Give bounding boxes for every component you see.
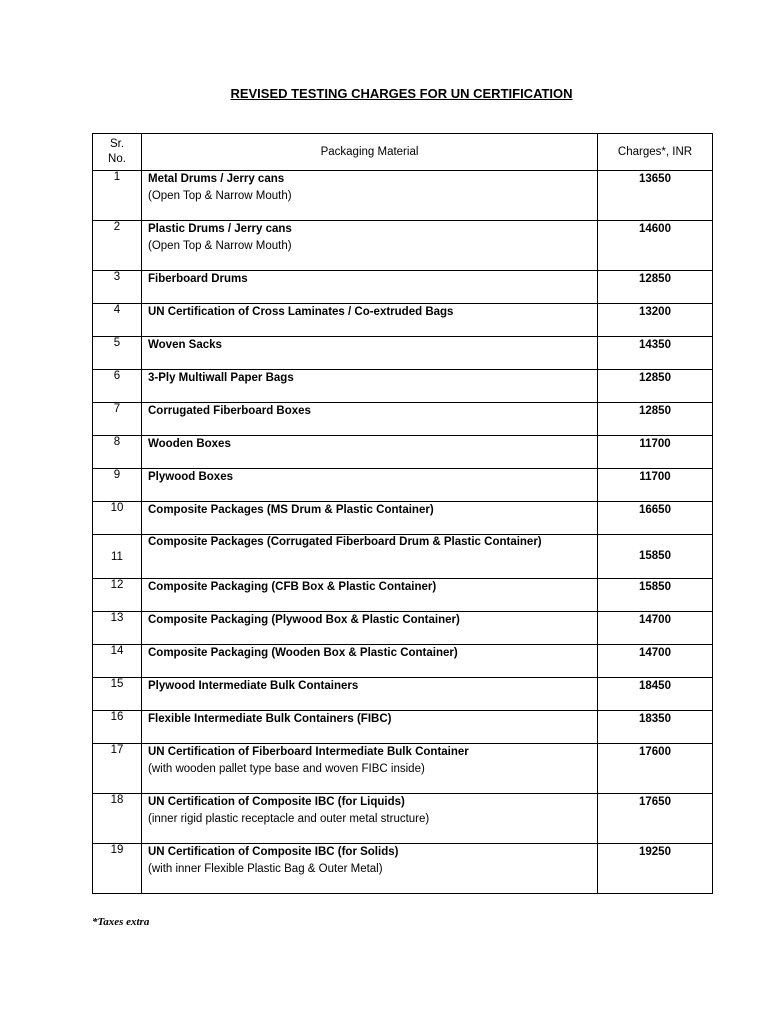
table-row — [93, 711, 713, 744]
row-charge: 18350 — [598, 711, 713, 744]
row-charge: 13650 — [598, 171, 713, 221]
table-row — [93, 744, 713, 794]
row-sr-no: 6 — [93, 370, 142, 403]
row-charge: 14600 — [598, 221, 713, 271]
header-sr-no: Sr. No. — [93, 134, 142, 171]
row-charge: 19250 — [598, 844, 713, 894]
material-name: Plywood Intermediate Bulk Containers — [148, 680, 359, 692]
row-charge: 11700 — [598, 436, 713, 469]
material-name: Composite Packages (MS Drum & Plastic Container) — [148, 504, 434, 516]
footnote: *Taxes extra — [92, 916, 150, 928]
row-charge: 12850 — [598, 403, 713, 436]
row-charge: 16650 — [598, 502, 713, 535]
table-row — [93, 502, 713, 535]
row-packaging-material — [142, 271, 598, 304]
material-description: (with inner Flexible Plastic Bag & Outer Metal) — [148, 863, 383, 875]
table-body — [93, 171, 713, 894]
row-packaging-material — [142, 370, 598, 403]
material-name: Composite Packaging (Plywood Box & Plastic Container) — [148, 614, 460, 626]
table-row — [93, 337, 713, 370]
row-packaging-material — [142, 304, 598, 337]
table-row — [93, 271, 713, 304]
table-row — [93, 221, 713, 271]
table-row — [93, 403, 713, 436]
page-title: REVISED TESTING CHARGES FOR UN CERTIFICATION — [230, 86, 573, 101]
row-sr-no: 2 — [93, 221, 142, 271]
material-name: Woven Sacks — [148, 339, 222, 351]
table-row — [93, 678, 713, 711]
row-sr-no: 14 — [93, 645, 142, 678]
row-charge: 15850 — [598, 579, 713, 612]
header-charges: Charges*, INR — [598, 134, 713, 171]
material-name: UN Certification of Cross Laminates / Co-extruded Bags — [148, 306, 454, 318]
row-sr-no: 17 — [93, 744, 142, 794]
table-row — [93, 469, 713, 502]
material-description: (inner rigid plastic receptacle and outer metal structure) — [148, 813, 430, 825]
row-charge: 14350 — [598, 337, 713, 370]
material-name: Composite Packaging (CFB Box & Plastic Container) — [148, 581, 437, 593]
row-sr-no: 19 — [93, 844, 142, 894]
row-charge: 17600 — [598, 744, 713, 794]
row-charge: 12850 — [598, 271, 713, 304]
material-description: (with wooden pallet type base and woven FIBC inside) — [148, 763, 425, 775]
row-sr-no: 18 — [93, 794, 142, 844]
row-packaging-material — [142, 678, 598, 711]
material-name: UN Certification of Composite IBC (for Solids) — [148, 846, 399, 858]
row-packaging-material — [142, 436, 598, 469]
table-row — [93, 304, 713, 337]
row-packaging-material — [142, 844, 598, 894]
material-name: 3-Ply Multiwall Paper Bags — [148, 372, 294, 384]
row-packaging-material — [142, 502, 598, 535]
row-sr-no: 3 — [93, 271, 142, 304]
row-charge: 13200 — [598, 304, 713, 337]
row-sr-no: 15 — [93, 678, 142, 711]
material-name: UN Certification of Composite IBC (for Liquids) — [148, 796, 405, 808]
table-row — [93, 535, 713, 579]
row-sr-no: 13 — [93, 612, 142, 645]
material-name: UN Certification of Fiberboard Intermediate Bulk Container — [148, 746, 469, 758]
row-packaging-material — [142, 579, 598, 612]
row-packaging-material — [142, 535, 598, 579]
table-header-row — [93, 134, 713, 171]
row-charge: 18450 — [598, 678, 713, 711]
material-name: Composite Packages (Corrugated Fiberboard Drum & Plastic Container) — [148, 536, 542, 548]
material-name: Corrugated Fiberboard Boxes — [148, 405, 311, 417]
table-row — [93, 844, 713, 894]
row-packaging-material — [142, 171, 598, 221]
row-charge: 12850 — [598, 370, 713, 403]
table-row — [93, 579, 713, 612]
row-sr-no: 1 — [93, 171, 142, 221]
row-packaging-material — [142, 469, 598, 502]
material-description: (Open Top & Narrow Mouth) — [148, 190, 292, 202]
table-row — [93, 171, 713, 221]
row-packaging-material — [142, 612, 598, 645]
row-charge: 14700 — [598, 612, 713, 645]
material-name: Composite Packaging (Wooden Box & Plastic Container) — [148, 647, 458, 659]
row-packaging-material — [142, 337, 598, 370]
row-sr-no: 7 — [93, 403, 142, 436]
charges-table — [92, 133, 713, 894]
row-charge: 14700 — [598, 645, 713, 678]
row-sr-no: 9 — [93, 469, 142, 502]
row-sr-no: 11 — [93, 535, 142, 579]
table-row — [93, 645, 713, 678]
row-sr-no: 4 — [93, 304, 142, 337]
material-name: Wooden Boxes — [148, 438, 231, 450]
row-sr-no: 12 — [93, 579, 142, 612]
material-name: Plastic Drums / Jerry cans — [148, 223, 292, 235]
material-description: (Open Top & Narrow Mouth) — [148, 240, 292, 252]
table-row — [93, 436, 713, 469]
row-charge: 17650 — [598, 794, 713, 844]
material-name: Plywood Boxes — [148, 471, 233, 483]
row-sr-no: 10 — [93, 502, 142, 535]
row-packaging-material — [142, 794, 598, 844]
header-packaging-material: Packaging Material — [142, 134, 598, 171]
table-row — [93, 794, 713, 844]
row-packaging-material — [142, 221, 598, 271]
row-sr-no: 8 — [93, 436, 142, 469]
row-packaging-material — [142, 711, 598, 744]
row-charge: 11700 — [598, 469, 713, 502]
row-packaging-material — [142, 645, 598, 678]
material-name: Flexible Intermediate Bulk Containers (FIBC) — [148, 713, 392, 725]
row-packaging-material — [142, 403, 598, 436]
row-charge: 15850 — [598, 535, 713, 579]
row-sr-no: 5 — [93, 337, 142, 370]
row-sr-no: 16 — [93, 711, 142, 744]
table-row — [93, 370, 713, 403]
table-row — [93, 612, 713, 645]
material-name: Fiberboard Drums — [148, 273, 248, 285]
material-name: Metal Drums / Jerry cans — [148, 173, 285, 185]
row-packaging-material — [142, 744, 598, 794]
